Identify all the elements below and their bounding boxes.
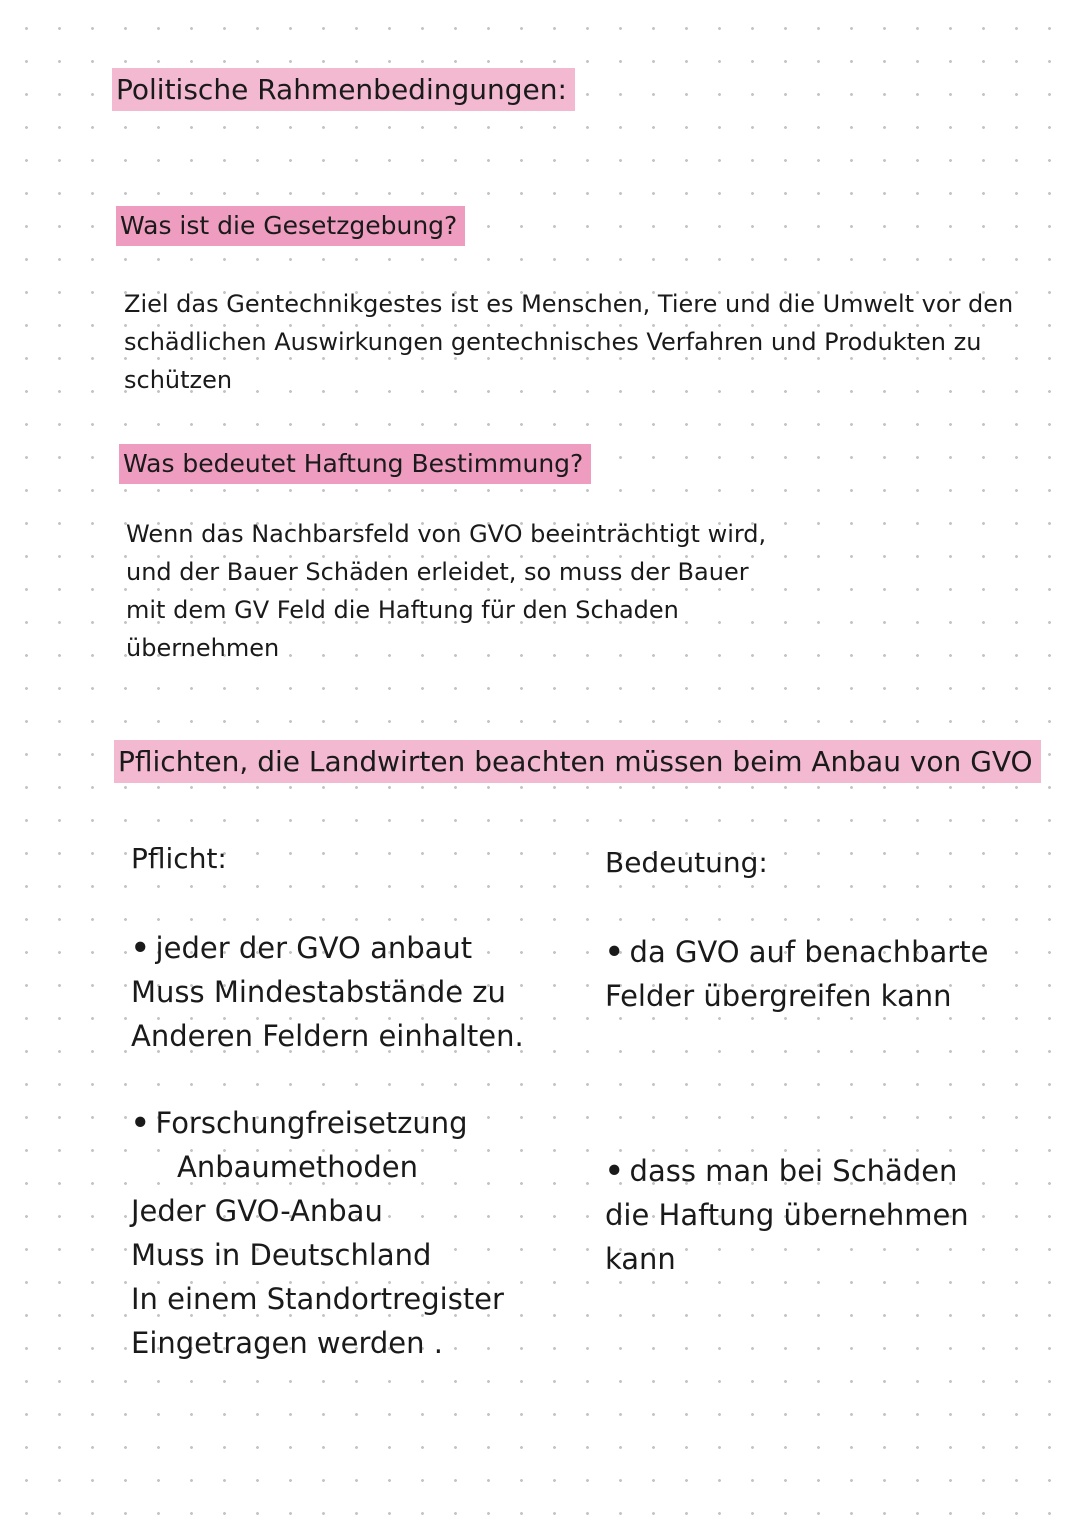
bedeutung-line: da GVO auf benachbarte (629, 935, 989, 969)
answer-haftung (126, 515, 766, 667)
pflicht-line: In einem Standortregister (131, 1282, 504, 1316)
question-haftung: Was bedeutet Haftung Bestimmung? (119, 444, 591, 484)
pflicht-item-2 (131, 1101, 504, 1365)
answer-line: übernehmen (126, 634, 280, 662)
pflicht-line: Forschungfreisetzung (155, 1106, 468, 1140)
answer-line: und der Bauer Schäden erleidet, so muss der Bauer (126, 558, 749, 586)
pflicht-line: Anbaumethoden (177, 1150, 418, 1184)
pflicht-line: Jeder GVO-Anbau (131, 1194, 383, 1228)
column-header-bedeutung: Bedeutung: (605, 846, 768, 879)
answer-line: Wenn das Nachbarsfeld von GVO beeinträchtigt wird, (126, 520, 767, 548)
pflicht-line: Anderen Feldern einhalten. (131, 1019, 524, 1053)
bedeutung-item-2 (605, 1149, 969, 1281)
answer-line: Ziel das Gentechnikgestes ist es Menschen, Tiere und die Umwelt vor den (124, 290, 1014, 318)
pflicht-line: Muss in Deutschland (131, 1238, 432, 1272)
pflicht-item-1 (131, 926, 524, 1058)
pflicht-line: Eingetragen werden . (131, 1326, 443, 1360)
bullet-icon: • (131, 931, 150, 965)
bedeutung-line: die Haftung übernehmen (605, 1198, 969, 1232)
question-gesetzgebung: Was ist die Gesetzgebung? (116, 206, 465, 246)
section-title-pflichten: Pflichten, die Landwirten beachten müssen beim Anbau von GVO (114, 740, 1041, 783)
answer-gesetzgebung (124, 285, 1013, 399)
bullet-icon: • (605, 935, 624, 969)
bullet-icon: • (131, 1106, 150, 1140)
pflicht-line: Muss Mindestabstände zu (131, 975, 506, 1009)
answer-line: mit dem GV Feld die Haftung für den Schaden (126, 596, 679, 624)
bedeutung-line: dass man bei Schäden (629, 1154, 958, 1188)
bullet-icon: • (605, 1154, 624, 1188)
bedeutung-line: kann (605, 1242, 676, 1276)
answer-line: schützen (124, 366, 233, 394)
answer-line: schädlichen Auswirkungen gentechnisches Verfahren und Produkten zu (124, 328, 982, 356)
column-header-pflicht: Pflicht: (131, 842, 227, 875)
bedeutung-item-1 (605, 930, 988, 1018)
pflicht-line: jeder der GVO anbaut (155, 931, 473, 965)
bedeutung-line: Felder übergreifen kann (605, 979, 952, 1013)
page-title: Politische Rahmenbedingungen: (112, 68, 575, 111)
